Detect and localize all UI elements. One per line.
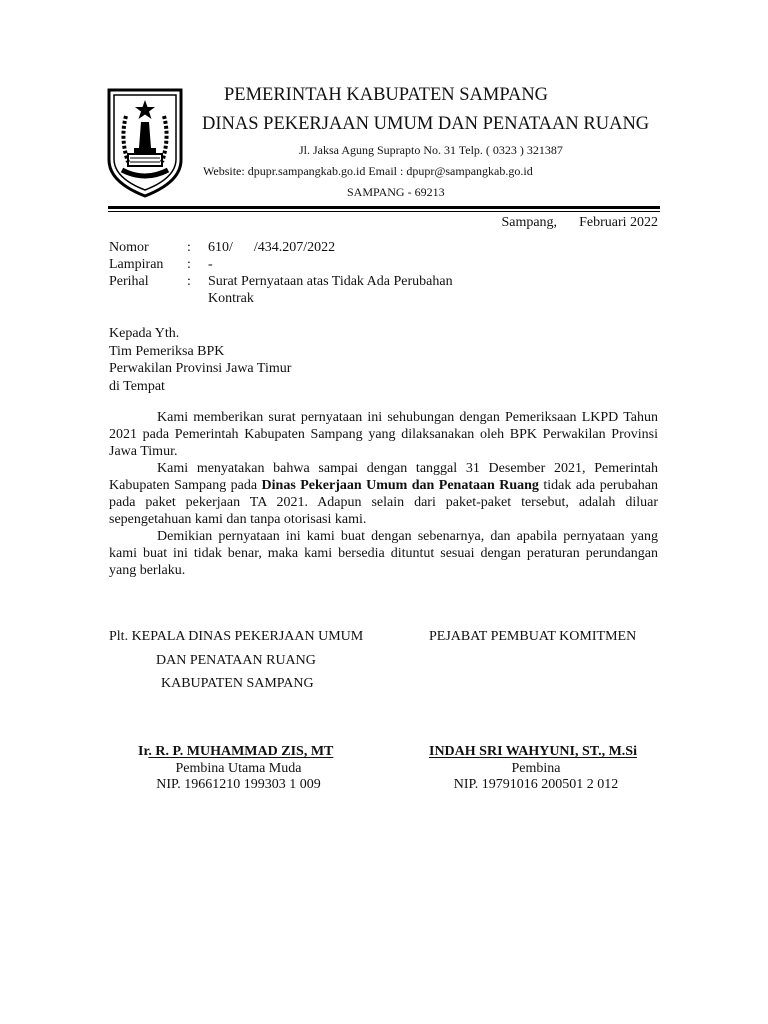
letter-meta bbox=[109, 239, 468, 307]
letterhead-divider-thin bbox=[108, 211, 660, 212]
signatory-left-name bbox=[138, 744, 333, 760]
recipient-line: Kepada Yth. bbox=[109, 326, 180, 341]
letterhead-city: SAMPANG - 69213 bbox=[347, 185, 445, 199]
meta-label: Perihal bbox=[109, 274, 149, 289]
letterhead-agency: DINAS PEKERJAAN UMUM DAN PENATAAN RUANG bbox=[202, 114, 650, 134]
signatory-nip: NIP. 19661210 199303 1 009 bbox=[156, 777, 321, 792]
body-text: tidak ada perubahan pada paket pekerjaan TA 2021. Adapun selain dari paket-paket tersebut, adalah diluar sepengetahuan kami dan tanpa otorisasi kami. bbox=[109, 478, 658, 527]
signatory-title: Plt. KEPALA DINAS PEKERJAAN UMUM bbox=[109, 629, 364, 644]
meta-label: Nomor bbox=[109, 240, 149, 255]
name-prefix: Ir bbox=[138, 744, 149, 759]
body-paragraph bbox=[109, 460, 658, 528]
signatory-title: KABUPATEN SAMPANG bbox=[161, 676, 314, 691]
meta-label: Lampiran bbox=[109, 257, 164, 272]
body-text: Kami menyatakan bahwa sampai dengan tanggal 31 Desember 2021, Pemerintah Kabupaten Sampang pada bbox=[109, 461, 658, 493]
recipient-line: Perwakilan Provinsi Jawa Timur bbox=[109, 361, 292, 377]
recipient-line: di Tempat bbox=[109, 379, 165, 395]
letterhead-government: PEMERINTAH KABUPATEN SAMPANG bbox=[224, 85, 549, 105]
meta-value: Surat Pernyataan atas Tidak Ada Perubahan Kontrak bbox=[208, 274, 453, 306]
body-paragraph: Demikian pernyataan ini kami buat dengan sebenarnya, dan apabila pernyataan yang kami buat ini tidak benar, maka kami bersedia dituntut sesuai dengan peraturan perundangan yang berlaku. bbox=[109, 529, 658, 578]
body-paragraph: Kami memberikan surat pernyataan ini sehubungan dengan Pemeriksaan LKPD Tahun 2021 pada Pemerintah Kabupaten Sampang yang dilaksanakan oleh BPK Perwakilan Provinsi Jawa Timur. bbox=[109, 410, 658, 459]
signatory-title: DAN PENATAAN RUANG bbox=[156, 653, 316, 668]
recipient-line: Tim Pemeriksa BPK bbox=[109, 343, 225, 359]
letter-body bbox=[109, 409, 658, 579]
signatory-right-title: PEJABAT PEMBUAT KOMITMEN bbox=[429, 629, 637, 644]
place-date bbox=[501, 215, 658, 231]
meta-value: 610/ /434.207/2022 bbox=[208, 240, 336, 255]
meta-sep: : bbox=[187, 274, 191, 289]
meta-row-nomor bbox=[109, 239, 468, 256]
date: Februari 2022 bbox=[579, 215, 658, 230]
name-underlined: . R. P. MUHAMMAD ZIS, MT bbox=[148, 744, 334, 759]
letterhead-contact: Website: dpupr.sampangkab.go.id Email : dpupr@sampangkab.go.id bbox=[203, 164, 533, 178]
signatory-nip: NIP. 19791016 200501 2 012 bbox=[453, 777, 619, 792]
meta-sep: : bbox=[187, 240, 191, 255]
recipient-block bbox=[109, 325, 291, 396]
letterhead-divider-thick bbox=[108, 206, 660, 209]
signatory-rank: Pembina bbox=[511, 761, 561, 776]
signatory-right-details bbox=[429, 761, 643, 793]
meta-value: - bbox=[208, 257, 213, 272]
body-text-bold: Dinas Pekerjaan Umum dan Penataan Ruang bbox=[261, 478, 539, 493]
place: Sampang, bbox=[501, 215, 558, 230]
meta-row-perihal bbox=[109, 273, 468, 307]
signatory-right-name bbox=[429, 744, 637, 760]
name-underlined: INDAH SRI WAHYUNI, ST., M.Si bbox=[429, 744, 637, 759]
signatory-left-details bbox=[138, 761, 339, 793]
meta-row-lampiran bbox=[109, 256, 468, 273]
meta-sep: : bbox=[187, 257, 191, 272]
signatory-rank: Pembina Utama Muda bbox=[175, 761, 302, 776]
sampang-regency-crest-icon bbox=[106, 86, 184, 198]
letterhead-address: Jl. Jaksa Agung Suprapto No. 31 Telp. ( 0323 ) 321387 bbox=[299, 143, 563, 157]
